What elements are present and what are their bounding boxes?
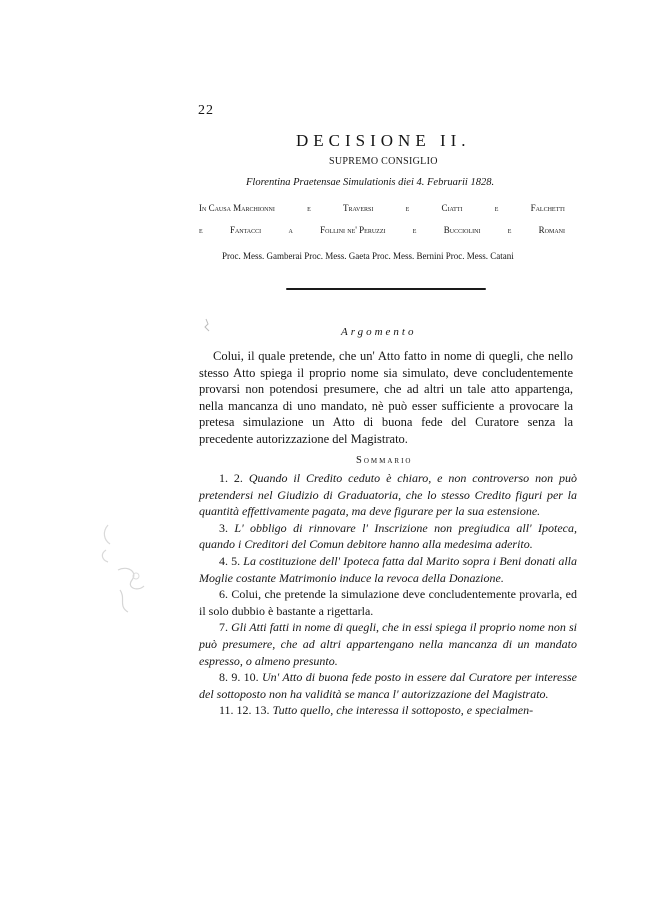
case-line: Florentina Praetensae Simulationis diei 4. Februarii 1828.: [246, 177, 495, 188]
summary-list: [199, 470, 577, 719]
decision-title: DECISIONE II.: [296, 131, 471, 150]
party: Fantacci: [229, 225, 262, 235]
item-number: 3.: [219, 520, 228, 535]
item-number: 1. 2.: [219, 471, 243, 485]
item-text: Colui, che pretende la simulazione deve concludentemente provarla, ed il solo dubbio è bastante a rigettarla.: [199, 587, 578, 618]
party-connector: e: [412, 225, 417, 235]
item-text: L' obbligo di rinnovare l' Inscrizione non pregiudica all' Ipoteca, quando i Creditori del Comun debitore hanno alla medesima aderito.: [199, 520, 577, 552]
list-item: [199, 520, 577, 553]
party-connector: e: [494, 203, 499, 213]
item-number: 7.: [219, 620, 228, 635]
item-text: La costituzione dell' Ipoteca fatta dal Marito sopra i Beni donati alla Moglie costante Matrimonio induce la revoca della Donazione.: [199, 553, 578, 585]
party-connector: e: [199, 225, 203, 235]
party-connector: e: [405, 203, 410, 213]
list-item: [199, 553, 577, 586]
court-name: SUPREMO CONSIGLIO: [329, 156, 438, 167]
procurators-line: Proc. Mess. Gamberai Proc. Mess. Gaeta Proc. Mess. Bernini Proc. Mess. Catani: [222, 251, 514, 261]
sommario-heading: Sommario: [356, 455, 413, 466]
parties-row-1: [199, 203, 565, 213]
item-text: Gli Atti fatti in nome di quegli, che in essi spiega il proprio nome non si può presumere, che ad altri appartengano nella mancanza di un mandato espresso, o almeno presunto.: [199, 620, 578, 668]
party: Bucciolini: [443, 225, 481, 235]
item-number: 8. 9. 10.: [219, 670, 259, 685]
argomento-text: Colui, il quale pretende, che un' Atto fatto in nome di quegli, che nello stesso Atto spiega il proprio nome sia simulato, deve concludentemente provarsi non potendosi presumere, che ad altri un tale atto appartenga, nella mancanza di uno mandato, nè può esser sufficiente a provocare la pretesa simulazione un Atto di buona fede del Curatore senza la precedente autorizzazione del Magistrato.: [199, 349, 573, 446]
item-number: 11. 12. 13.: [219, 703, 270, 718]
list-item: [199, 586, 577, 619]
margin-smudge-icon: [203, 318, 213, 332]
list-item: [199, 619, 577, 669]
list-item: [199, 470, 577, 520]
party-connector: a: [288, 225, 293, 235]
item-text: Quando il Credito ceduto è chiaro, e non controverso non può pretendersi nel Giudizio di Graduatoria, che lo stesso Credito figuri per la quantità effettivamente pagata, ma deve figurare per la sua estensione.: [199, 471, 577, 519]
party: Traversi: [342, 203, 374, 213]
divider-rule: [286, 288, 486, 290]
party-connector: e: [307, 203, 311, 213]
item-number: 6.: [219, 587, 228, 602]
party: Follini ne' Peruzzi: [320, 225, 386, 235]
party: Ciatti: [441, 203, 463, 213]
party: In Causa Marchionni: [199, 203, 275, 213]
margin-stain-icon: [98, 520, 158, 620]
party-connector: e: [507, 225, 512, 235]
list-item: [199, 702, 577, 719]
party: Falchetti: [530, 203, 565, 213]
item-number: 4. 5.: [219, 553, 241, 568]
item-text: Tutto quello, che interessa il sottoposto, e specialmen-: [272, 703, 534, 718]
page-number: 22: [198, 103, 214, 118]
list-item: [199, 669, 577, 702]
item-text: Un' Atto di buona fede posto in essere dal Curatore per interesse del sottoposto non ha validità se manca l' autorizzazione del Magistrato.: [199, 670, 578, 701]
argomento-heading: Argomento: [341, 326, 417, 338]
party: Romani: [538, 225, 565, 235]
parties-row-2: [199, 225, 565, 235]
